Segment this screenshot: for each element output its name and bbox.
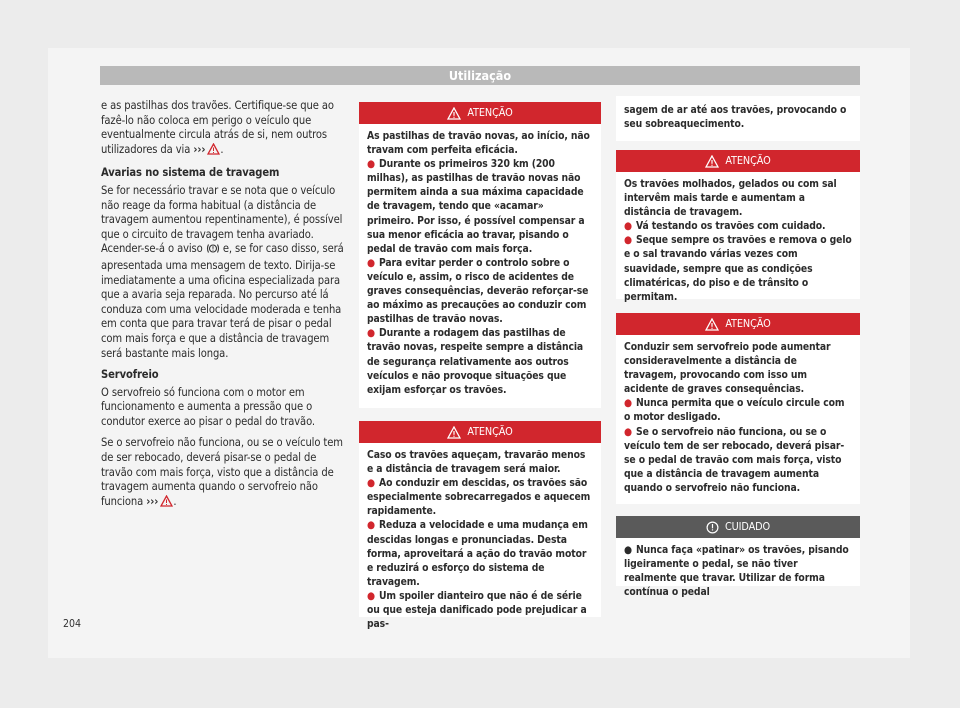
warning-intro: Conduzir sem servofreio pode aumentar consideravelmente a distância de travagem, provocando com isso um acidente de graves consequências. [624,341,831,396]
warning-bullet: ● Se o servofreio não funciona, ou se o veículo tem de ser rebocado, deverá pisar-se o pedal de travão com mais força, visto que a distância de travagem aumenta quando o servofreio não funciona. [624,425,845,494]
warning-triangle-icon [160,495,173,512]
warning-bullet: ● Para evitar perder o controlo sobre o veículo e, assim, o risco de acidentes de graves consequências, deverão reforçar-se ao máximo as precauções ao conduzir com pastilhas de travão novas. [367,256,589,326]
warning-box-body [616,172,860,310]
warning-bullet: ● Seque sempre os travões e remova o gelo e o sal travando várias vezes com suavidade, sempre que as condições climatéricas, do piso e de trânsito o permitam. [624,234,852,303]
brake-failure-heading: Avarias no sistema de travagem [101,166,280,180]
warning-box-title: ATENÇÃO [725,316,771,330]
continued-text: sagem de ar até aos travões, provocando o seu sobreaquecimento. [624,104,847,131]
warning-intro: Os travões molhados, gelados ou com sal intervêm mais tarde e aumentam a distância de travagem. [624,178,837,219]
see-also-arrow-2[interactable]: ››› [146,494,159,508]
warning-box-body [359,124,601,403]
warning-bullet: ● Nunca permita que o veículo circule com o motor desligado. [624,397,845,424]
caution-bullet: ● Nunca faça «patinar» os travões, pisando ligeiramente o pedal, se não tiver realmente que travar. Utilizar de forma contínua o pedal [624,544,849,599]
warning-triangle-icon [705,155,719,168]
warning-intro: As pastilhas de travão novas, ao início, não travam com perfeita eficácia. [367,130,590,157]
intro-text: e as pastilhas dos travões. Certifique-se que ao fazê-lo não coloca em perigo o veículo que eventualmente circula atrás de si, nem outros utilizadores da via [101,99,334,156]
brake-warning-lamp-icon [206,243,220,259]
warning-bullet: ● Vá testando os travões com cuidado. [624,220,826,233]
warning-bullet: ● Ao conduzir em descidas, os travões são especialmente sobrecarregados e aquecem rapidamente. [367,477,591,518]
section-header [100,66,860,85]
warning-box-continued [616,96,860,141]
warning-bullet: ● Reduza a velocidade e uma mudança em descidas longas e pronunciadas. Desta forma, aproveitará a ação do travão motor e reduzirá o esforço do sistema de travagem. [367,519,588,588]
warning-triangle-icon [447,107,461,120]
warning-box-header [359,102,601,124]
servo-paragraph-1: O servofreio só funciona com o motor em funcionamento e aumenta a pressão que o condutor exerce ao pisar o pedal do travão. [101,385,315,428]
servo-paragraph-2: Se o servofreio não funciona, ou se o veículo tem de ser rebocado, deverá pisar-se o pedal de travão com mais força, visto que a distância de travagem aumenta quando o servofreio não funciona ››› . [101,436,346,511]
warning-box-title: ATENÇÃO [467,105,513,119]
warning-box-no-servo [616,313,860,504]
warning-bullet: ● Um spoiler dianteiro que não é de série ou que esteja danificado pode prejudicar a pas- [367,589,587,631]
warning-box-header [616,313,860,335]
warning-bullet: ● Durante a rodagem das pastilhas de travão novas, respeite sempre a distância de segurança relativamente aos outros veículos e não provoque situações que exijam esforçar os travões. [367,327,584,396]
servo-heading: Servofreio [101,368,159,382]
warning-box-header [359,421,601,443]
brake-failure-text-cont: e, se for caso disso, será apresentada uma mensagem de texto. Dirija-se imediatamente a uma oficina especializada para que a avaria seja reparada. No percurso até lá conduza com uma velocidade moderada e tenha em conta que para travar terá de pisar o pedal com mais força e que a distância de travagem será bastante mais longa. [101,242,344,360]
warning-triangle-icon [207,143,220,160]
warning-box-new-pads [359,102,601,408]
caution-circle-icon [706,521,719,534]
caution-box-header [616,516,860,538]
caution-box-title: CUIDADO [724,519,771,533]
warning-box-body [359,443,601,637]
warning-triangle-icon [705,318,719,331]
brake-failure-paragraph [101,184,346,361]
section-title: Utilização [448,68,512,83]
caution-box [616,516,860,599]
warning-box-body [616,96,860,137]
page-number: 204 [63,618,82,630]
warning-box-title: ATENÇÃO [467,424,513,438]
warning-intro: Caso os travões aqueçam, travarão menos e a distância de travagem será maior. [367,449,586,476]
warning-box-title: ATENÇÃO [725,153,771,167]
warning-triangle-icon [447,426,461,439]
warning-box-hot-brakes [359,421,601,631]
body-text-column [101,99,346,518]
brake-failure-text: Se for necessário travar e se nota que o veículo não reage da forma habitual (a distância de travagem aumentou repentinamente), é possível que o circuito de travagem tenha avariado. Acender-se-á o aviso [101,183,343,256]
warning-box-header [616,150,860,172]
see-also-arrow[interactable]: ››› [193,142,206,156]
servo-text: Se o servofreio não funciona, ou se o veículo tem de ser rebocado, deverá pisar-se o pedal de travão com mais força, visto que a distância de travagem aumenta quando o servofreio não funciona [101,436,343,508]
intro-paragraph: e as pastilhas dos travões. Certifique-se que ao fazê-lo não coloca em perigo o veículo que eventualmente circula atrás de si, nem outros utilizadores da via ››› . [101,99,346,159]
caution-box-body [616,538,860,605]
warning-box-body [616,335,860,501]
warning-bullet: ● Durante os primeiros 320 km (200 milhas), as pastilhas de travão novas não permitem ainda a sua máxima capacidade de travagem, tendo que «acamar» primeiro. Por isso, é possível compensar a sua menor eficácia ao travar, pisando o pedal de travão com mais força. [367,158,585,255]
warning-box-wet-brakes [616,150,860,303]
